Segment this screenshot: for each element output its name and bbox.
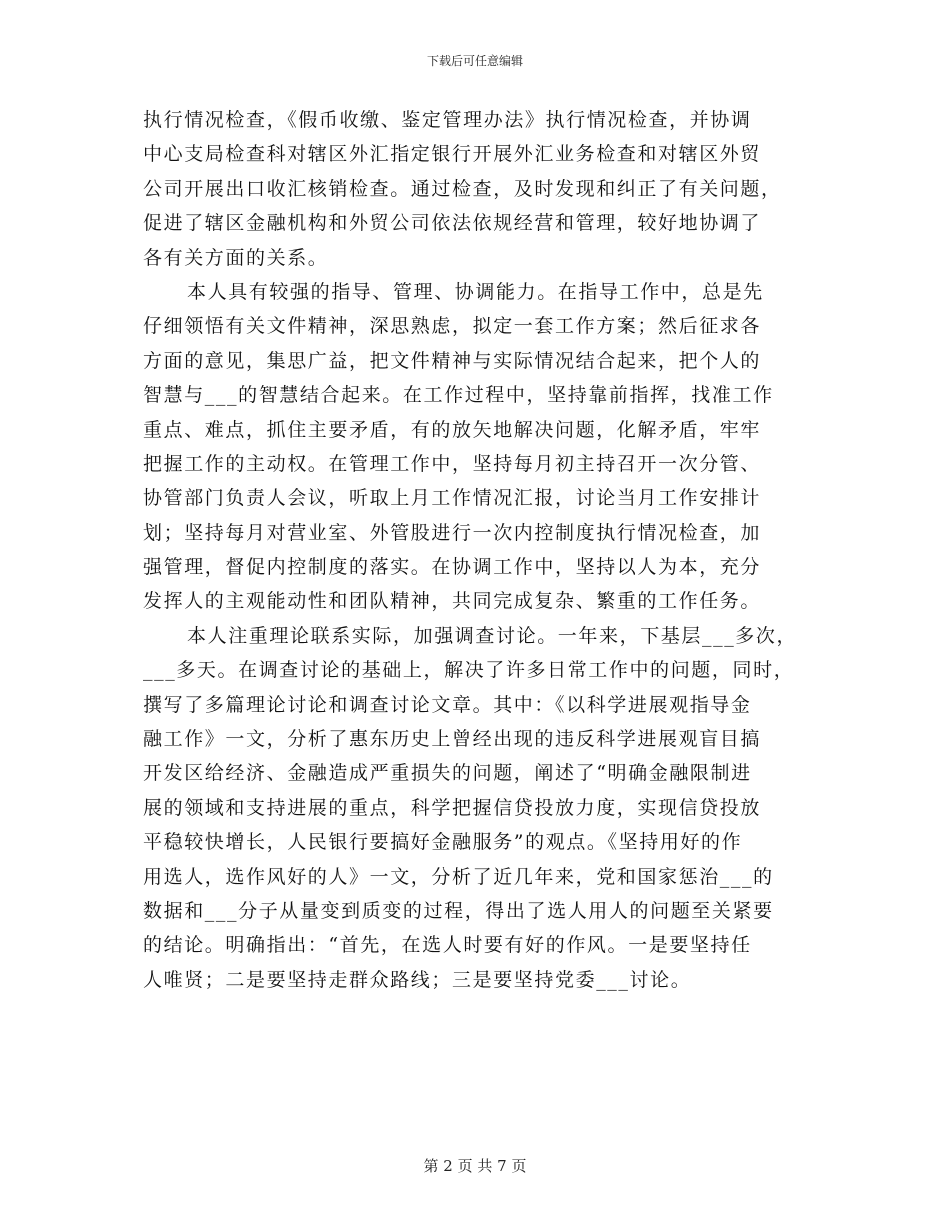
document-body	[143, 103, 811, 997]
text-line: 方面的意见，集思广益，把文件精神与实际情况结合起来，把个人的	[143, 349, 762, 372]
text-line: 划；坚持每月对营业室、外管股进行一次内控制度执行情况检查，加	[143, 521, 762, 544]
text-line: 融工作》一文，分析了惠东历史上曾经出现的违反科学进展观盲目搞	[143, 728, 762, 751]
text-line: 平稳较快增长，人民银行要搞好金融服务”的观点。《坚持用好的作	[143, 831, 743, 854]
text-line: 发挥人的主观能动性和团队精神，共同完成复杂、繁重的工作任务。	[143, 590, 762, 613]
text-line: 用选人，选作风好的人》一文，分析了近几年来，党和国家惩治___的	[143, 865, 774, 888]
text-line: 中心支局检查科对辖区外汇指定银行开展外汇业务检查和对辖区外贸	[143, 143, 762, 166]
text-line: 各有关方面的关系。	[143, 246, 329, 269]
paragraph-start-line: 本人具有较强的指导、管理、协调能力。在指导工作中，总是先	[187, 280, 764, 303]
text-line: 开发区给经济、金融造成严重损失的问题，阐述了“明确金融限制进	[143, 762, 752, 785]
text-line: 数据和___分子从量变到质变的过程，得出了选人用人的问题至关紧要	[143, 899, 774, 922]
text-line: 协管部门负责人会议，听取上月工作情况汇报，讨论当月工作安排计	[143, 487, 762, 510]
text-line: 强管理，督促内控制度的落实。在协调工作中，坚持以人为本，充分	[143, 556, 762, 579]
text-line: 执行情况检查，《假币收缴、鉴定管理办法》执行情况检查，并协调	[143, 109, 752, 131]
text-line: 撰写了多篇理论讨论和调查讨论文章。其中：《以科学进展观指导金	[143, 693, 752, 716]
text-line: 的结论。明确指出：“首先，在选人时要有好的作风。一是要坚持任	[143, 934, 752, 957]
text-line: 把握工作的主动权。在管理工作中，坚持每月初主持召开一次分管、	[143, 452, 762, 475]
text-line: ___多天。在调查讨论的基础上，解决了许多日常工作中的问题，同时，	[143, 659, 795, 682]
text-line: 重点、难点，抓住主要矛盾，有的放矢地解决问题，化解矛盾，牢牢	[143, 418, 762, 441]
page-footer: 第 2 页 共 7 页	[423, 1157, 527, 1175]
page-header: 下载后可任意编辑	[426, 54, 523, 68]
text-line: 展的领域和支持进展的重点，科学把握信贷投放力度，实现信贷投放	[143, 796, 762, 819]
text-line: 智慧与___的智慧结合起来。在工作过程中，坚持靠前指挥，找准工作	[143, 384, 774, 407]
text-line: 促进了辖区金融机构和外贸公司依法依规经营和管理，较好地协调了	[143, 212, 762, 235]
text-line: 公司开展出口收汇核销检查。通过检查，及时发现和纠正了有关问题，	[143, 177, 782, 200]
text-line: 仔细领悟有关文件精神，深思熟虑，拟定一套工作方案；然后征求各	[143, 315, 762, 338]
paragraph-start-line: 本人注重理论联系实际，加强调查讨论。一年来，下基层___多次，	[187, 624, 798, 647]
text-line: 人唯贤；二是要坚持走群众路线；三是要坚持党委___讨论。	[143, 968, 692, 991]
